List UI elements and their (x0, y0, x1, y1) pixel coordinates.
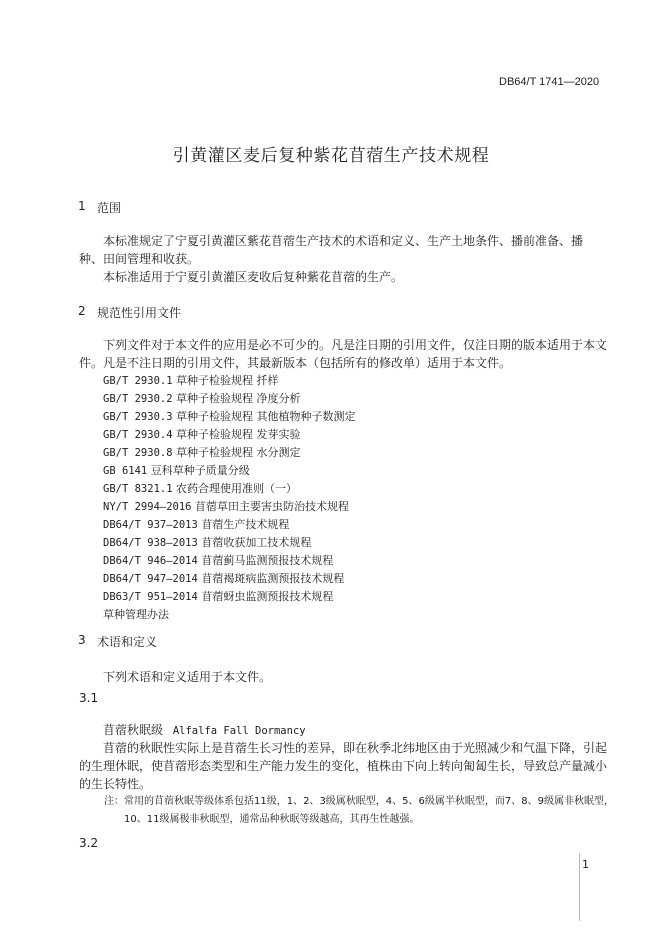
reference-name: 草种子检验规程 发芽实验 (176, 428, 301, 441)
reference-item (103, 462, 356, 480)
reference-item (103, 444, 356, 462)
reference-name: 农药合理使用准则（一） (176, 482, 298, 495)
reference-name: 苜蓿草田主要害虫防治技术规程 (195, 500, 350, 513)
term-3-2-number: 3.2 (79, 836, 99, 850)
reference-code: GB/T 8321.1 (103, 483, 173, 495)
term-3-1-definition: 苜蓿的秋眠性实际上是苜蓿生长习性的差异，即在秋季北纬地区由于光照减少和气温下降，引起的生理休眠，使苜蓿形态类型和生产能力发生的变化，植株由下向上转向匍匐生长，导致总产量减小的生长特性。 (79, 741, 608, 791)
page-edge-rule (579, 853, 580, 921)
reference-code: DB64/T 938—2013 (103, 537, 198, 549)
term-3-1-chinese: 苜蓿秋眠级 (103, 723, 164, 737)
section-3-intro: 下列术语和定义适用于本文件。 (103, 670, 272, 684)
section-1-paragraph-2: 本标准适用于宁夏引黄灌区麦收后复种紫花苜蓿的生产。 (103, 270, 404, 284)
reference-item (103, 372, 356, 390)
reference-name: 草种子检验规程 水分测定 (176, 446, 301, 459)
reference-name: 苜蓿收获加工技术规程 (201, 536, 312, 549)
section-1-paragraph-1: 本标准规定了宁夏引黄灌区紫花苜蓿生产技术的术语和定义、生产土地条件、播前准备、播种、田间管理和收获。 (79, 234, 584, 266)
standard-number: DB64/T 1741—2020 (499, 76, 600, 88)
reference-item (103, 426, 356, 444)
reference-name: 草种子检验规程 其他植物种子数测定 (176, 410, 356, 423)
reference-item (103, 552, 356, 570)
reference-item (103, 516, 356, 534)
term-3-1-note-line-1 (104, 792, 614, 807)
reference-item (103, 534, 356, 552)
reference-name: 草种子检验规程 净度分析 (176, 392, 301, 405)
section-2-number: 2 (78, 304, 86, 318)
reference-item (103, 480, 356, 498)
reference-item (103, 498, 356, 516)
page-number: 1 (582, 858, 589, 871)
reference-item (103, 588, 356, 606)
section-1-number: 1 (78, 199, 86, 213)
reference-item (103, 606, 356, 624)
reference-name: 苜蓿褐斑病监测预报技术规程 (201, 572, 345, 585)
reference-code: GB/T 2930.2 (103, 393, 173, 405)
reference-name: 豆科草种子质量分级 (150, 464, 250, 477)
term-3-1-english: Alfalfa Fall Dormancy (172, 725, 306, 737)
reference-list (103, 372, 356, 624)
reference-name: 苜蓿蓟马监测预报技术规程 (201, 554, 334, 567)
reference-code: DB64/T 947—2014 (103, 573, 198, 585)
note-label: 注： (104, 796, 124, 807)
reference-item (103, 408, 356, 426)
section-3-number: 3 (78, 633, 86, 647)
reference-code: NY/T 2994—2016 (103, 501, 192, 513)
reference-code: GB/T 2930.8 (103, 447, 173, 459)
reference-code: DB63/T 951—2014 (103, 591, 198, 603)
section-3-heading: 术语和定义 (97, 635, 158, 649)
document-title: 引黄灌区麦后复种紫花苜蓿生产技术规程 (172, 146, 490, 166)
term-3-1-note-line-2: 10、11级属极非秋眠型，通常品种秋眠等级越高，其再生性越强。 (124, 814, 420, 825)
note-text-1: 常用的苜蓿秋眠等级体系包括11级，1、2、3级属秋眠型，4、5、6级属半秋眠型，而7、8、9级属非秋眠型， (124, 796, 614, 807)
reference-code: GB/T 2930.1 (103, 375, 173, 387)
reference-item (103, 570, 356, 588)
reference-item (103, 390, 356, 408)
reference-code: GB/T 2930.4 (103, 429, 173, 441)
section-2-heading: 规范性引用文件 (97, 306, 182, 320)
section-1-heading: 范围 (97, 201, 122, 215)
reference-name: 苜蓿蚜虫监测预报技术规程 (201, 590, 334, 603)
section-2-intro: 下列文件对于本文件的应用是必不可少的。凡是注日期的引用文件，仅注日期的版本适用于本文件。凡是不注日期的引用文件，其最新版本（包括所有的修改单）适用于本文件。 (79, 338, 608, 370)
reference-name: 草种管理办法 (103, 608, 169, 621)
term-3-1-number: 3.1 (79, 691, 99, 705)
reference-name: 草种子检验规程 扦样 (176, 374, 279, 387)
reference-code: GB 6141 (103, 465, 148, 477)
reference-name: 苜蓿生产技术规程 (201, 518, 290, 531)
reference-code: DB64/T 946—2014 (103, 555, 198, 567)
reference-code: GB/T 2930.3 (103, 411, 173, 423)
reference-code: DB64/T 937—2013 (103, 519, 198, 531)
term-3-1-title (103, 721, 306, 738)
